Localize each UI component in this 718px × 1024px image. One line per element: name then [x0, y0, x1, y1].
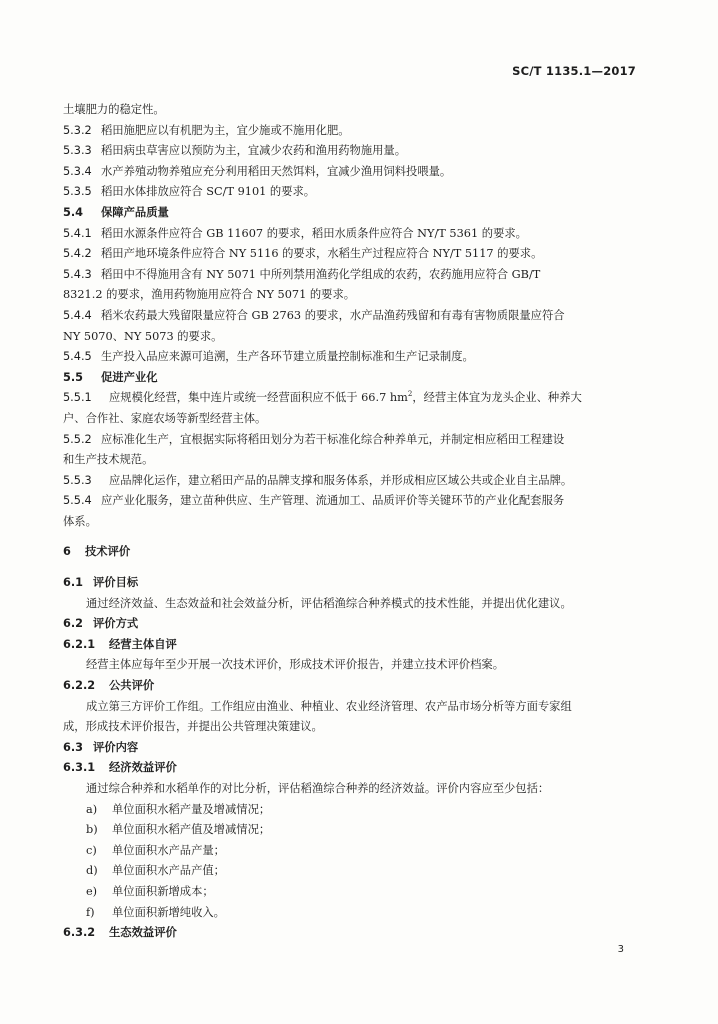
clause-number: 5.5.2 [63, 432, 92, 446]
clause-number: 5.4.4 [63, 308, 92, 322]
clause-5-5-2: 5.5.2 应标准化生产，宜根据实际将稻田划分为若干标准化综合种养单元，并制定相应稻田工程建设 [63, 430, 643, 451]
clause-number: 5.4.2 [63, 247, 92, 261]
clause-5-3-3: 5.3.3 稻田病虫草害应以预防为主，宜减少农药和渔用药物施用量。 [63, 141, 643, 162]
standard-code-header: SC/T 1135.1—2017 [512, 64, 636, 78]
clause-5-4-2: 5.4.2 稻田产地环境条件应符合 NY 5116 的要求，水稻生产过程应符合 NY/T 5117 的要求。 [63, 244, 643, 265]
clause-number: 5.3.3 [63, 144, 92, 158]
clause-number: 5.4.3 [63, 267, 92, 281]
list-item: e) 单位面积新增成本； [86, 884, 214, 898]
heading-6-3-1: 6.3.1 经济效益评价 [63, 761, 177, 775]
paragraph-6-1: 通过经济效益、生态效益和社会效益分析，评估稻渔综合种养模式的技术性能，并提出优化建议。 [86, 596, 572, 610]
paragraph-6-3-1: 通过综合种养和水稻单作的对比分析，评估稻渔综合种养的经济效益。评价内容应至少包括： [86, 782, 550, 795]
clause-5-4-4-cont: NY 5070、NY 5073 的要求。 [63, 329, 223, 343]
clause-number: 5.4.1 [63, 226, 92, 240]
list-item: b) 单位面积水稻产值及增减情况； [86, 823, 271, 837]
clause-number: 5.3.5 [63, 185, 92, 199]
document-body [63, 100, 643, 944]
clause-number: 5.5.4 [63, 494, 92, 508]
heading-5-4: 5.4 保障产品质量 [63, 205, 169, 219]
heading-6-3-2: 6.3.2 生态效益评价 [63, 926, 177, 940]
heading-6-2: 6.2 评价方式 [63, 617, 139, 631]
clause-number: 5.5.1 [63, 391, 92, 405]
clause-5-5-3: 5.5.3 应品牌化运作，建立稻田产品的品牌支撑和服务体系，并形成相应区域公共或企业自主品牌。 [63, 471, 643, 492]
list-item: d) 单位面积水产品产值； [86, 864, 225, 878]
paragraph-6-2-2: 成立第三方评价工作组。工作组应由渔业、种植业、农业经济管理、农产品市场分析等方面专家组 [86, 699, 572, 713]
clause-number: 5.4.5 [63, 350, 92, 364]
clause-5-3-2: 5.3.2 稻田施肥应以有机肥为主，宜少施或不施用化肥。 [63, 121, 643, 142]
clause-5-5-4: 5.5.4 应产业化服务，建立苗种供应、生产管理、流通加工、品质评价等关键环节的产业化配套服务 [63, 491, 643, 512]
heading-6-2-1: 6.2.1 经营主体自评 [63, 637, 177, 651]
paragraph-6-2-1: 经营主体应每年至少开展一次技术评价，形成技术评价报告，并建立技术评价档案。 [86, 658, 504, 672]
page-number: 3 [617, 944, 624, 955]
clause-5-5-1-cont: 户、合作社、家庭农场等新型经营主体。 [63, 411, 267, 425]
clause-number: 5.3.4 [63, 164, 92, 178]
clause-5-4-3: 5.4.3 稻田中不得施用含有 NY 5071 中所列禁用渔药化学组成的农药，农药施用应符合 GB/T [63, 265, 643, 286]
clause-5-5-4-cont: 体系。 [63, 514, 97, 528]
clause-5-3-4: 5.3.4 水产养殖动物养殖应充分利用稻田天然饵料，宜减少渔用饲料投喂量。 [63, 162, 643, 183]
heading-6-1: 6.1 评价目标 [63, 576, 139, 590]
clause-5-4-3-cont: 8321.2 的要求，渔用药物施用应符合 NY 5071 的要求。 [63, 288, 356, 302]
clause-5-4-1: 5.4.1 稻田水源条件应符合 GB 11607 的要求，稻田水质条件应符合 NY/T 5361 的要求。 [63, 224, 643, 245]
clause-5-4-4: 5.4.4 稻米农药最大残留限量应符合 GB 2763 的要求，水产品渔药残留和有毒有害物质限量应符合 [63, 306, 643, 327]
clause-5-4-5: 5.4.5 生产投入品应来源可追溯，生产各环节建立质量控制标准和生产记录制度。 [63, 347, 643, 368]
heading-6-2-2: 6.2.2 公共评价 [63, 679, 155, 693]
clause-5-5-1: 5.5.1 应规模化经营，集中连片或统一经营面积应不低于 66.7 $hm^2$，经营主体宜为龙头企业、种养大 [63, 388, 643, 409]
paragraph-6-2-2-cont: 成，形成技术评价报告，并提出公共管理决策建议。 [63, 720, 323, 734]
clause-5-5-2-cont: 和生产技术规范。 [63, 453, 154, 467]
list-item: a) 单位面积水稻产量及增减情况； [86, 802, 271, 816]
list-item: f) 单位面积新增纯收入。 [86, 905, 225, 919]
clause-number: 5.5.3 [63, 473, 92, 487]
paragraph-continuation: 土壤肥力的稳定性。 [63, 103, 165, 116]
clause-5-3-5: 5.3.5 稻田水体排放应符合 SC/T 9101 的要求。 [63, 182, 643, 203]
list-item: c) 单位面积水产品产量； [86, 843, 225, 857]
heading-5-5: 5.5 促进产业化 [63, 370, 158, 384]
heading-6: 6 技术评价 [63, 545, 131, 559]
heading-6-3: 6.3 评价内容 [63, 740, 139, 754]
clause-number: 5.3.2 [63, 123, 92, 137]
